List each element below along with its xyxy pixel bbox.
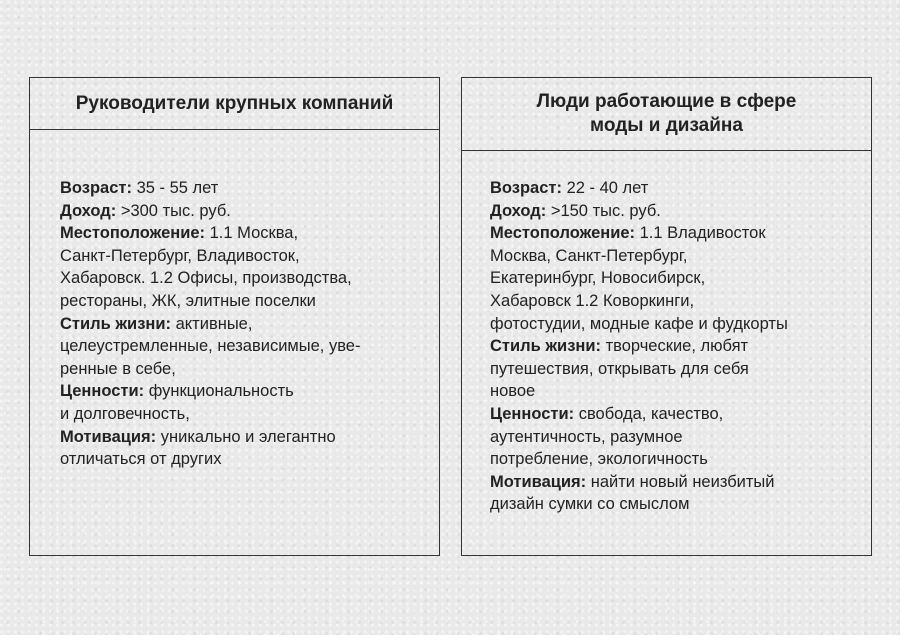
income-value: >150 тыс. руб.: [546, 201, 661, 220]
motivation-value: уникально и элегантно: [156, 427, 336, 446]
location-value-line: Москва, Санкт-Петербург,: [490, 246, 688, 265]
location-row: [490, 222, 861, 335]
motivation-value: найти новый неизбитый: [586, 472, 775, 491]
values-value-line: и долговечность,: [60, 404, 190, 423]
location-value: 1.1 Москва,: [205, 224, 299, 243]
location-label: Местоположение:: [490, 224, 636, 243]
age-value: 35 - 55 лет: [132, 179, 219, 197]
location-value-line: фотостудии, модные кафе и фудкорты: [490, 314, 788, 333]
fashion-design-card-header: [462, 78, 871, 151]
location-value-line: рестораны, ЖК, элитные поселки: [60, 291, 316, 310]
age-value: 22 - 40 лет: [562, 179, 649, 197]
age-label: Возраст:: [490, 179, 562, 197]
values-row: [490, 403, 861, 471]
executives-card-header: [30, 78, 439, 130]
fashion-design-card-title: [537, 90, 797, 138]
title-line: Люди работающие в сфере: [536, 91, 797, 112]
motivation-value-line: отличаться от других: [60, 450, 222, 469]
values-value: функциональность: [144, 382, 294, 401]
lifestyle-label: Стиль жизни:: [490, 337, 601, 356]
age-label: Возраст:: [60, 179, 132, 197]
income-value: >300 тыс. руб.: [116, 201, 231, 220]
location-value-line: Хабаровск. 1.2 Офисы, производства,: [60, 269, 352, 288]
lifestyle-value-line: ренные в себе,: [60, 359, 176, 378]
lifestyle-row: [490, 335, 861, 403]
lifestyle-value: творческие, любят: [601, 337, 749, 356]
lifestyle-label: Стиль жизни:: [60, 314, 171, 333]
income-row: [490, 200, 861, 223]
location-value-line: Хабаровск 1.2 Коворкинги,: [490, 291, 695, 310]
executives-card-body: [60, 177, 425, 471]
lifestyle-value-line: новое: [490, 382, 536, 401]
motivation-label: Мотивация:: [60, 427, 157, 446]
values-label: Ценности:: [60, 382, 145, 401]
age-row: [490, 177, 861, 200]
values-row: [60, 380, 425, 425]
age-row: [60, 177, 425, 200]
values-value-line: потребление, экологичность: [490, 450, 708, 469]
income-row: [60, 200, 425, 223]
lifestyle-value: активные,: [171, 314, 253, 333]
lifestyle-value-line: путешествия, открывать для себя: [490, 359, 749, 378]
values-value: свобода, качество,: [574, 404, 724, 423]
executives-card: [29, 77, 440, 556]
title-line: моды и дизайна: [590, 115, 743, 136]
income-label: Доход:: [60, 201, 117, 220]
values-label: Ценности:: [490, 404, 575, 423]
location-value-line: Екатеринбург, Новосибирск,: [490, 269, 706, 288]
location-row: [60, 222, 425, 312]
fashion-design-card: [461, 77, 872, 556]
lifestyle-value-line: целеустремленные, независимые, уве-: [60, 337, 361, 356]
income-label: Доход:: [490, 201, 547, 220]
motivation-value-line: дизайн сумки со смыслом: [490, 495, 690, 514]
location-value: 1.1 Владивосток: [635, 224, 766, 243]
location-label: Местоположение:: [60, 224, 206, 243]
fashion-design-card-body: [490, 177, 861, 516]
executives-card-title: Руководители крупных компаний: [75, 92, 394, 114]
motivation-row: [490, 471, 861, 516]
motivation-row: [60, 426, 425, 471]
location-value-line: Санкт-Петербург, Владивосток,: [60, 246, 300, 265]
motivation-label: Мотивация:: [490, 472, 587, 491]
lifestyle-row: [60, 313, 425, 381]
values-value-line: аутентичность, разумное: [490, 427, 683, 446]
